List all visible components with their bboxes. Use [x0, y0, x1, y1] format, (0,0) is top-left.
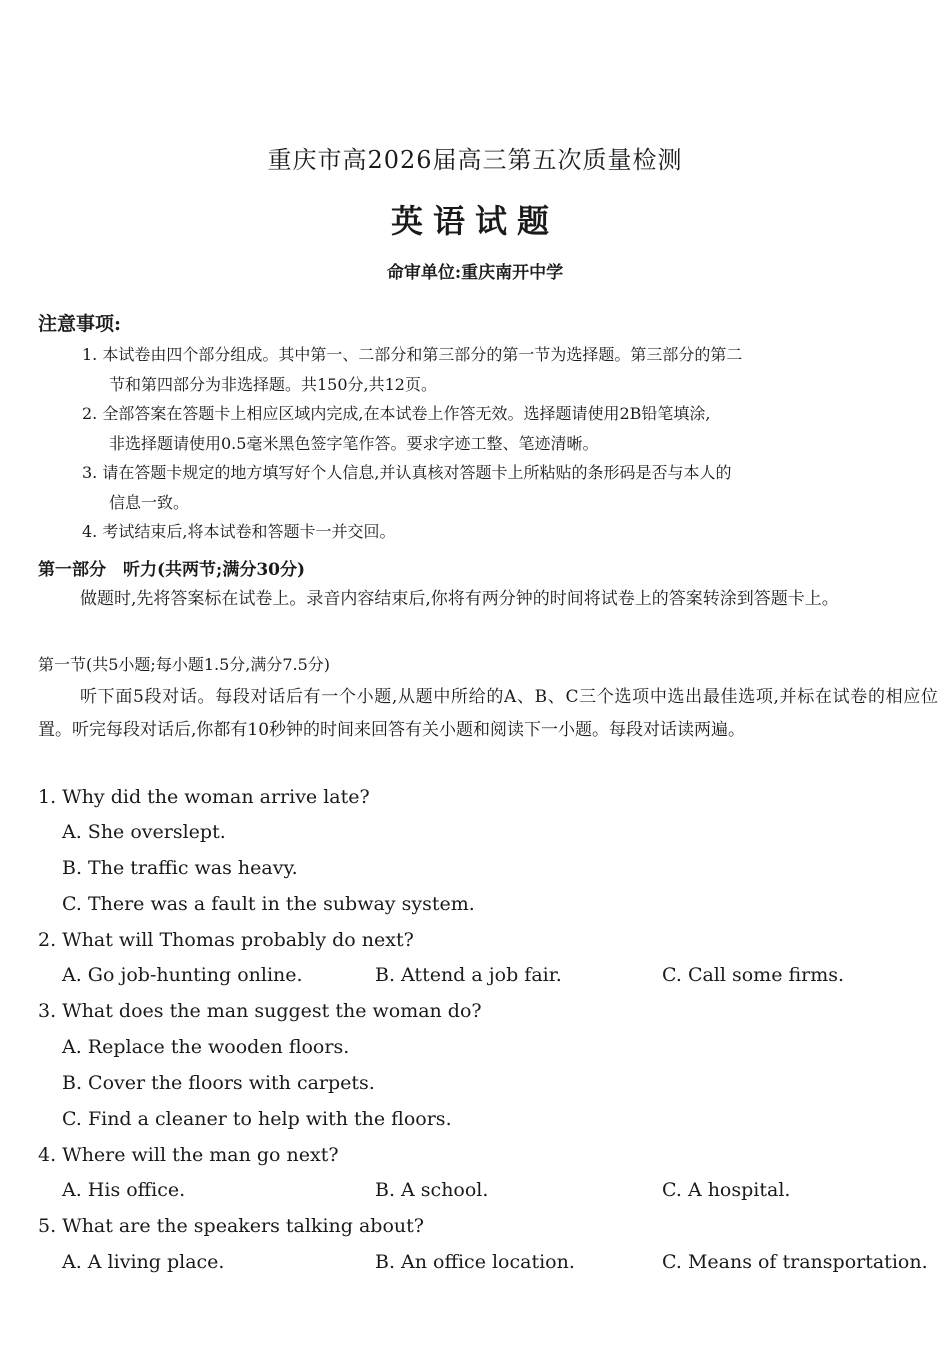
question-2: 2. What will Thomas probably do next? [38, 929, 414, 951]
question-5-option-c: C. Means of transportation. [662, 1251, 928, 1273]
exam-title: 重庆市高2026届高三第五次质量检测 [267, 146, 683, 174]
question-1-option-b: B. The traffic was heavy. [62, 857, 298, 879]
notice-line: 信息一致。 [109, 492, 190, 512]
subject-title: 英语试题 [390, 202, 559, 240]
question-4-option-c: C. A hospital. [662, 1179, 791, 1201]
question-3-option-a: A. Replace the wooden floors. [62, 1036, 350, 1058]
question-1-option-a: A. She overslept. [62, 821, 226, 843]
organizer-line: 命审单位:重庆南开中学 [386, 263, 564, 283]
notice-item [82, 517, 942, 547]
notice-line: 1. 本试卷由四个部分组成。其中第一、二部分和第三部分的第一节为选择题。第三部分的第二 [82, 345, 743, 364]
question-5-option-b: B. An office location. [375, 1251, 575, 1273]
notice-line: 非选择题请使用0.5毫米黑色签字笔作答。要求字迹工整、笔迹清晰。 [109, 433, 599, 453]
section1-intro: 听下面5段对话。每段对话后有一个小题,从题中所给的A、B、C三个选项中选出最佳选项,并标在试卷的相应位置。听完每段对话后,你都有10秒钟的时间来回答有关小题和阅读下一小题。每段对话读两遍。 [38, 687, 938, 740]
notice-line: 2. 全部答案在答题卡上相应区域内完成,在本试卷上作答无效。选择题请使用2B铅笔填涂, [82, 404, 711, 423]
notice-item [82, 399, 942, 458]
notice-line: 4. 考试结束后,将本试卷和答题卡一并交回。 [82, 522, 396, 541]
question-1: 1. Why did the woman arrive late? [38, 786, 370, 808]
notice-item [82, 458, 942, 517]
part1-intro: 做题时,先将答案标在试卷上。录音内容结束后,你将有两分钟的时间将试卷上的答案转涂到答题卡上。 [80, 589, 839, 609]
question-3: 3. What does the man suggest the woman do? [38, 1000, 482, 1022]
notice-line: 3. 请在答题卡规定的地方填写好个人信息,并认真核对答题卡上所粘贴的条形码是否与本人的 [82, 463, 732, 482]
question-2-option-a: A. Go job-hunting online. [62, 964, 303, 986]
question-5-option-a: A. A living place. [62, 1251, 225, 1273]
question-4-option-b: B. A school. [375, 1179, 489, 1201]
question-3-option-b: B. Cover the floors with carpets. [62, 1072, 375, 1094]
notice-list [82, 340, 942, 547]
section1-heading: 第一节(共5小题;每小题1.5分,满分7.5分) [38, 655, 331, 674]
question-1-option-c: C. There was a fault in the subway system. [62, 893, 475, 915]
question-4-option-a: A. His office. [62, 1179, 186, 1201]
question-4: 4. Where will the man go next? [38, 1144, 339, 1166]
notice-heading: 注意事项: [38, 313, 122, 335]
question-5: 5. What are the speakers talking about? [38, 1215, 424, 1237]
notice-item [82, 340, 942, 399]
question-2-option-c: C. Call some firms. [662, 964, 845, 986]
question-3-option-c: C. Find a cleaner to help with the floors. [62, 1108, 452, 1130]
part1-heading: 第一部分 听力(共两节;满分30分) [38, 560, 306, 580]
notice-line: 节和第四部分为非选择题。共150分,共12页。 [109, 374, 437, 394]
question-2-option-b: B. Attend a job fair. [375, 964, 562, 986]
